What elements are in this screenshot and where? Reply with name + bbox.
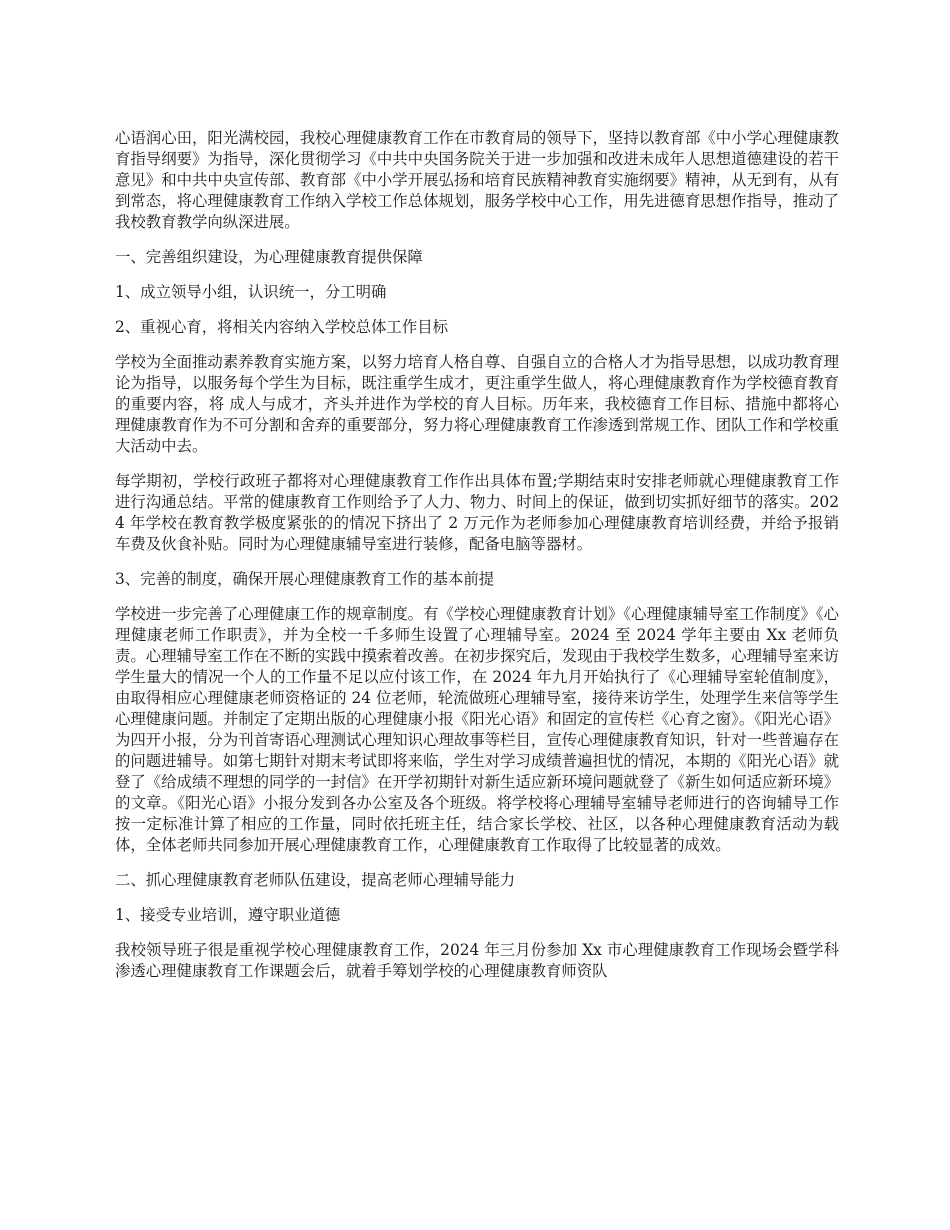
paragraph-goals: 学校为全面推动素养教育实施方案，以努力培育人格自尊、自强自立的合格人才为指导思想，以成功教育理论为指导，以服务每个学生为目标，既注重学生成才，更注重学生做人，将心理健康教育作为学校德育教育的重要内容，将 成人与成才，齐头并进作为学校的育人目标。历年来，我校德育工作目标、措施中都将心理健康教育作为不可分割和舍弃的重要部分，努力将心理健康教育工作渗透到常规工作、团队工作和学校重大活动中去。 [115,353,839,455]
subheading-2-1: 1、接受专业培训，遵守职业道德 [115,906,341,924]
paragraph-training: 我校领导班子很是重视学校心理健康教育工作，2024 年三月份参加 Xx 市心理健康教育工作现场会暨学科渗透心理健康教育工作课题会后，就着手筹划学校的心理健康教育师资队 [115,941,839,980]
subheading-1-2: 2、重视心育，将相关内容纳入学校总体工作目标 [115,318,448,336]
subheading-1-3: 3、完善的制度，确保开展心理健康教育工作的基本前提 [115,570,495,588]
intro-paragraph: 心语润心田，阳光满校园，我校心理健康教育工作在市教育局的领导下，坚持以教育部《中小学心理健康教育指导纲要》为指导，深化贯彻学习《中共中央国务院关于进一步加强和改进未成年人思想道德建设的若干意见》和中共中央宣传部、教育部《中小学开展弘扬和培育民族精神教育实施纲要》精神，从无到有，从有到常态，将心理健康教育工作纳入学校工作总体规划，服务学校中心工作，用先进德育思想作指导，推动了我校教育教学向纵深进展。 [115,129,839,231]
section-heading-2: 二、抓心理健康教育老师队伍建设，提高老师心理辅导能力 [115,871,516,889]
section-heading-1: 一、完善组织建设，为心理健康教育提供保障 [115,248,423,266]
subheading-1-1: 1、成立领导小组，认识统一，分工明确 [115,283,387,301]
paragraph-planning: 每学期初，学校行政班子都将对心理健康教育工作作出具体布置;学期结束时安排老师就心理健康教育工作进行沟通总结。平常的健康教育工作则给予了人力、物力、时间上的保证，做到切实抓好细节的落实。2024 年学校在教育教学极度紧张的的情况下挤出了 2 万元作为老师参加心理健康教育培训经费，并给予报销车费及伙食补贴。同时为心理健康辅导室进行装修，配备电脑等器材。 [115,472,839,553]
document-page [115,128,839,996]
paragraph-system: 学校进一步完善了心理健康工作的规章制度。有《学校心理健康教育计划》《心理健康辅导室工作制度》《心理健康老师工作职责》，并为全校一千多师生设置了心理辅导室。2024 至 2024 学年主要由 Xx 老师负责。心理辅导室工作在不断的实践中摸索着改善。在初步探究后，发现由于我校学生数多，心理辅导室来访学生量大的情况一个人的工作量不足以应付该工作，在 2024 年九月开始执行了《心理辅导室轮值制度》，由取得相应心理健康老师资格证的 24 位老师，轮流做班心理辅导室，接待来访学生，处理学生来信等学生心理健康问题。并制定了定期出版的心理健康小报《阳光心语》和固定的宣传栏《心育之窗》。《阳光心语》为四开小报，分为刊首寄语心理测试心理知识心理故事等栏目，宣传心理健康教育知识，针对一些普遍存在的问题进辅导。如第七期针对期末考试即将来临，学生对学习成绩普遍担忧的情况，本期的《阳光心语》就登了《给成绩不理想的同学的一封信》在开学初期针对新生适应新环境问题就登了《新生如何适应新环境》的文章。《阳光心语》小报分发到各办公室及各个班级。将学校将心理辅导室辅导老师进行的咨询辅导工作按一定标准计算了相应的工作量，同时依托班主任，结合家长学校、社区，以各种心理健康教育活动为载体，全体老师共同参加开展心理健康教育工作，心理健康教育工作取得了比较显著的成效。 [115,605,839,854]
